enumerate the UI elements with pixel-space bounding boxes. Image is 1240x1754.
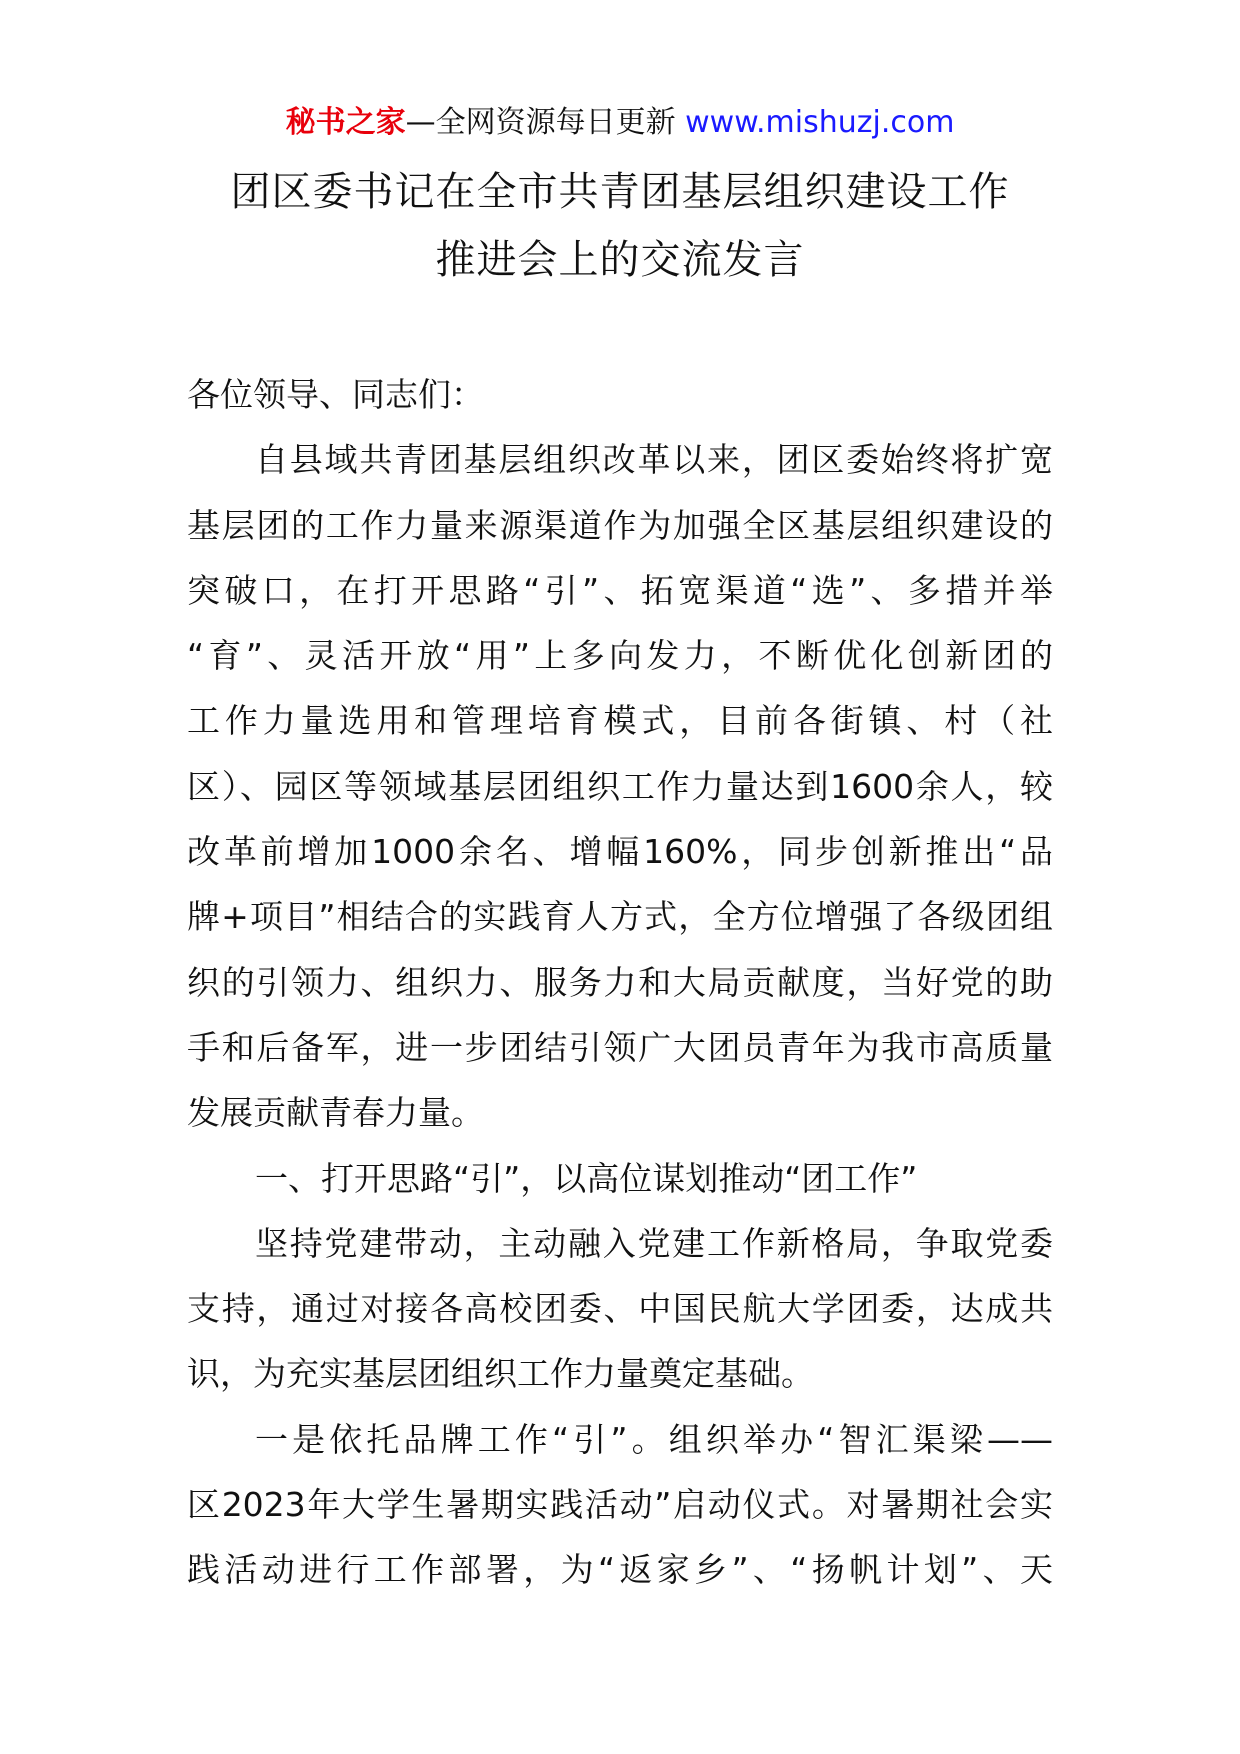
document-body bbox=[187, 362, 1053, 1603]
paragraph-line: 手和后备军，进一步团结引领广大团员青年为我市高质量 bbox=[187, 1027, 1053, 1067]
site-brand: 秘书之家 bbox=[285, 105, 406, 140]
paragraph-line: 发展贡献青春力量。 bbox=[187, 1093, 484, 1133]
document-title-line-2: 推进会上的交流发言 bbox=[435, 237, 805, 283]
paragraph-line: 区）、园区等领域基层团组织工作力量达到1600余人，较 bbox=[187, 766, 1053, 806]
paragraph-line: 改革前增加1000余名、增幅160%，同步创新推出“品 bbox=[187, 832, 1053, 872]
document-title-line-1: 团区委书记在全市共青团基层组织建设工作 bbox=[230, 169, 1010, 215]
paragraph-line: 自县域共青团基层组织改革以来，团区委始终将扩宽 bbox=[255, 440, 1053, 480]
paragraph-line: 践活动进行工作部署，为“返家乡”、“扬帆计划”、天 bbox=[187, 1550, 1053, 1590]
site-tagline: —全网资源每日更新 bbox=[405, 105, 686, 140]
paragraph-line: “育”、灵活开放“用”上多向发力，不断优化创新团的 bbox=[187, 636, 1053, 676]
paragraph-line: 基层团的工作力量来源渠道作为加强全区基层组织建设的 bbox=[187, 505, 1053, 545]
paragraph-line: 坚持党建带动，主动融入党建工作新格局，争取党委 bbox=[255, 1223, 1053, 1263]
salutation: 各位领导、同志们： bbox=[187, 375, 484, 414]
paragraph-line: 织的引领力、组织力、服务力和大局贡献度，当好党的助 bbox=[187, 962, 1053, 1002]
paragraph-line: 识，为充实基层团组织工作力量奠定基础。 bbox=[187, 1354, 814, 1394]
paragraph-line: 突破口，在打开思路“引”、拓宽渠道“选”、多措并举 bbox=[187, 570, 1053, 610]
section-heading: 一、打开思路“引”，以高位谋划推动“团工作” bbox=[255, 1158, 918, 1198]
site-url-link[interactable]: www.mishuzj.com bbox=[685, 105, 955, 140]
site-header bbox=[0, 101, 1240, 145]
paragraph-line: 支持，通过对接各高校团委、中国民航大学团委，达成共 bbox=[187, 1289, 1053, 1329]
paragraph-line: 工作力量选用和管理培育模式，目前各街镇、村（社 bbox=[187, 701, 1053, 741]
paragraph-line: 区2023年大学生暑期实践活动”启动仪式。对暑期社会实 bbox=[187, 1485, 1053, 1525]
paragraph-line: 牌+项目”相结合的实践育人方式，全方位增强了各级团组 bbox=[187, 897, 1053, 937]
paragraph-line: 一是依托品牌工作“引”。组织举办“智汇渠梁—— bbox=[255, 1419, 1053, 1459]
